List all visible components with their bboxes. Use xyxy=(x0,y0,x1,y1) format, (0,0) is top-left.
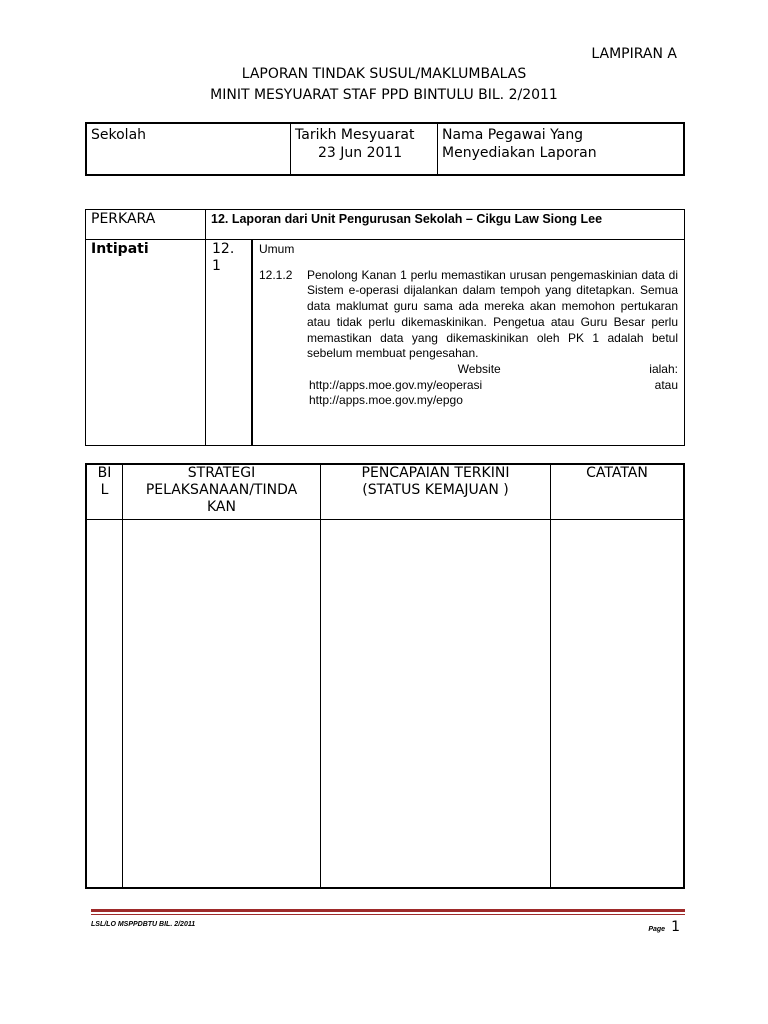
col-bil-header xyxy=(86,464,123,520)
item-code: 12.1.2 xyxy=(259,267,293,282)
status-table xyxy=(85,463,685,889)
col-bil-line1: BI xyxy=(97,465,112,481)
tarikh-label: Tarikh Mesyuarat xyxy=(295,127,415,143)
link-line-1 xyxy=(309,378,678,394)
item-number-cell xyxy=(206,240,253,446)
website-line xyxy=(309,362,678,378)
intipati-label: Intipati xyxy=(86,240,206,446)
col-strategi-header xyxy=(123,464,321,520)
sekolah-cell xyxy=(86,123,291,175)
bil-cell[interactable] xyxy=(86,520,123,889)
item-number-line2: 1 xyxy=(212,258,221,274)
nama-pegawai-cell xyxy=(438,123,685,175)
col-bil-line2: L xyxy=(100,482,109,498)
link-eoperasi[interactable]: http://apps.moe.gov.my/eoperasi xyxy=(309,377,483,392)
footer-rule-thick xyxy=(91,909,685,912)
tarikh-value: 23 Jun 2011 xyxy=(318,145,403,161)
page-word: Page xyxy=(648,926,666,933)
nama-pegawai-label-line2: Menyediakan Laporan xyxy=(442,145,597,161)
col-strategi-line2: PELAKSANAAN/TINDA xyxy=(145,482,298,498)
intipati-content xyxy=(252,240,685,446)
report-title: LAPORAN TINDAK SUSUL/MAKLUMBALAS xyxy=(241,66,527,82)
strategi-cell[interactable] xyxy=(123,520,321,889)
appendix-label: LAMPIRAN A xyxy=(591,46,677,62)
info-table xyxy=(85,122,685,176)
col-catatan-header xyxy=(551,464,685,520)
nama-pegawai-label-line1: Nama Pegawai Yang xyxy=(442,127,584,143)
subheading: Umum xyxy=(259,242,295,256)
item-number-line1: 12. xyxy=(212,241,235,257)
perkara-table xyxy=(85,209,685,446)
perkara-label: PERKARA xyxy=(86,210,206,240)
item-text: Penolong Kanan 1 perlu memastikan urusan pengemaskinian data di Sistem e-operasi dijalankan dalam tempoh yang ditetapkan. Semua data maklumat guru sama ada mereka akan memohon pertukaran atau tidak perlu dikemaskinikan. Pengetua atau Guru Besar perlu memastikan data yang dikemaskinikan oleh PK 1 adalah betul sebelum membuat pengesahan. xyxy=(307,267,678,361)
footer-reference: LSL/LO MSPPDBTU BIL. 2/2011 xyxy=(91,921,196,928)
tarikh-cell xyxy=(291,123,438,175)
col-strategi-line3: KAN xyxy=(207,499,236,515)
link-line-2 xyxy=(309,393,678,409)
col-pencapaian-header xyxy=(321,464,551,520)
website-label: Website xyxy=(457,361,501,376)
page-number: 1 xyxy=(671,919,680,935)
perkara-title: 12. Laporan dari Unit Pengurusan Sekolah – Cikgu Law Siong Lee xyxy=(206,210,685,240)
catatan-cell[interactable] xyxy=(551,520,685,889)
report-subtitle: MINIT MESYUARAT STAF PPD BINTULU BIL. 2/2011 xyxy=(210,87,558,103)
link-epgo[interactable]: http://apps.moe.gov.my/epgo xyxy=(309,393,463,408)
col-strategi-line1: STRATEGI xyxy=(187,465,256,481)
link-atau: atau xyxy=(654,377,678,392)
col-pencapaian-line2: (STATUS KEMAJUAN ) xyxy=(362,482,509,498)
footer-rule-thin xyxy=(91,914,685,915)
website-ialah: ialah: xyxy=(649,361,678,376)
col-pencapaian-line1: PENCAPAIAN TERKINI xyxy=(361,465,510,481)
item-block xyxy=(259,268,678,409)
sekolah-label: Sekolah xyxy=(91,127,147,143)
col-catatan-label: CATATAN xyxy=(586,465,648,481)
footer-page xyxy=(600,916,680,935)
pencapaian-cell[interactable] xyxy=(321,520,551,889)
